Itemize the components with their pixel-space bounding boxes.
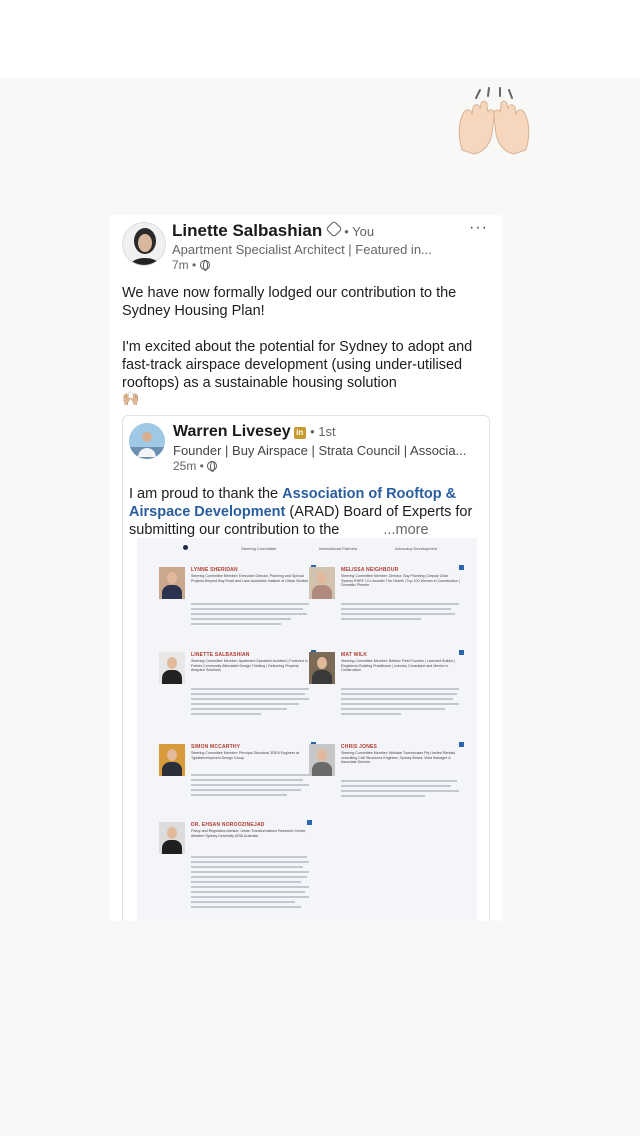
member-card — [309, 567, 469, 657]
member-photo — [159, 567, 185, 599]
text-line — [191, 613, 307, 615]
text-line — [191, 881, 301, 883]
text-line — [341, 688, 459, 690]
text-line — [341, 780, 457, 782]
text-line — [191, 779, 303, 781]
member-card — [309, 744, 469, 834]
post-body — [122, 284, 492, 410]
text-line — [191, 876, 307, 878]
text-line — [191, 856, 307, 858]
connection-degree: • 1st — [310, 424, 336, 439]
member-name: SIMON MCCARTHY — [191, 744, 241, 750]
text-line — [341, 693, 457, 695]
text-line — [191, 698, 309, 700]
document-nav — [137, 542, 477, 556]
text-line — [191, 603, 309, 605]
repost-author-name-text[interactable]: Warren Livesey — [173, 423, 291, 440]
member-role: Steering Committee Member: Executive Director, Planning and Special Projects Beyond Bay Road and Lane Australian Institute of Urban Studies — [191, 574, 309, 583]
member-role: Steering Committee Member: Apartment Specialist Architect | Featured in Forbes Community Affordable Design Thinking | Delivering Property Airspace Solutions — [191, 659, 308, 673]
text-line — [341, 708, 445, 710]
text-line — [341, 603, 459, 605]
reshared-post[interactable] — [122, 415, 490, 921]
raising-hands-small-icon: 🙌🏼 — [122, 390, 140, 406]
text-line — [341, 618, 421, 620]
member-role: Steering Committee Member: Weldaar Townhouses Pty Limited Rentals consulting Civil Structures Engineer, Sydney Board; Vista Manager & Associate Director — [341, 751, 456, 765]
text-line — [191, 861, 309, 863]
text-line — [191, 866, 303, 868]
repost-author-avatar[interactable] — [129, 423, 165, 459]
text-line — [341, 608, 451, 610]
text-line — [191, 618, 291, 620]
text-line — [341, 703, 459, 705]
repost-globe-icon — [207, 461, 217, 471]
member-photo — [309, 567, 335, 599]
member-card — [159, 744, 319, 834]
text-line — [191, 794, 287, 796]
globe-icon — [200, 260, 210, 270]
member-photo — [309, 744, 335, 776]
text-line — [341, 790, 459, 792]
text-line — [191, 688, 309, 690]
member-photo — [159, 744, 185, 776]
text-line — [191, 871, 309, 873]
document-preview[interactable] — [137, 538, 477, 921]
you-label: • You — [344, 224, 375, 239]
text-line — [191, 886, 309, 888]
repost-author-headline: Founder | Buy Airspace | Strata Council | Associa... — [173, 443, 467, 458]
member-role: Steering Committee Member: Bellbox Field Founder | Licensed Builder | Registered Building Practitioner | Industry Consultant and Mentor in Construction — [341, 659, 456, 673]
arad-link[interactable]: Association of Rooftop & Airspace Development — [129, 486, 457, 520]
member-photo — [159, 822, 185, 854]
member-name: MAT WILK — [341, 652, 368, 658]
more-options-button[interactable]: ··· — [469, 219, 488, 236]
doc-nav-item: Advocacy Development — [395, 546, 438, 551]
text-line — [191, 623, 281, 625]
text-line — [191, 774, 309, 776]
linkedin-premium-icon: in — [294, 427, 306, 439]
background-bottom — [0, 921, 640, 1136]
member-name: LYNNE SHERIDAN — [191, 567, 238, 573]
linkedin-icon[interactable] — [459, 742, 464, 747]
text-line — [191, 784, 309, 786]
text-line — [191, 708, 287, 710]
post-time — [172, 258, 210, 272]
post-time-text: 7m • — [172, 258, 197, 272]
member-card — [309, 652, 469, 742]
member-card — [159, 567, 319, 657]
repost-text-mid: (ARAD) Board of Experts for submitting our contribution to the — [129, 504, 473, 538]
member-card — [159, 822, 319, 912]
repost-author-name[interactable] — [173, 423, 336, 441]
text-line — [341, 785, 451, 787]
member-name: CHRIS JONES — [341, 744, 378, 750]
member-role: Steering Committee Member: Director, Bay Planning | Deputy Chair Sydney RHRF | Co-founder The Hearth | Top 100 Women in Construction | Domestic Planner — [341, 574, 460, 588]
arad-logo-icon — [183, 545, 188, 550]
text-line — [191, 693, 305, 695]
repost-text-start: I am proud to thank the — [129, 486, 283, 502]
linkedin-icon[interactable] — [307, 820, 312, 825]
author-name-text[interactable]: Linette Salbashian — [172, 221, 323, 240]
repost-time — [173, 459, 217, 473]
member-photo — [309, 652, 335, 684]
text-line — [191, 703, 299, 705]
repost-time-text: 25m • — [173, 459, 204, 473]
author-headline: Apartment Specialist Architect | Featured in... — [172, 242, 432, 257]
post-paragraph-2: I'm excited about the potential for Sydney to adopt and fast-track airspace development (using under-utilised rooftops) as a sustainable housing solution — [122, 339, 473, 391]
text-line — [191, 608, 303, 610]
see-more-link[interactable]: ...more — [383, 522, 429, 538]
member-card — [159, 652, 319, 742]
linkedin-post-card — [110, 215, 502, 921]
linkedin-icon[interactable] — [459, 565, 464, 570]
text-line — [341, 698, 453, 700]
raising-hands-icon — [454, 86, 534, 158]
doc-nav-item: International Partners — [319, 546, 358, 551]
author-name[interactable] — [172, 221, 374, 241]
member-role: Policy and Regulation Advisor: Urban Transformations Research Centre, Western Sydney University ARAI Australia — [191, 829, 307, 838]
text-line — [191, 896, 309, 898]
member-name: MELISSA NEIGHBOUR — [341, 567, 399, 573]
member-photo — [159, 652, 185, 684]
repost-text — [129, 485, 481, 539]
text-line — [191, 891, 305, 893]
text-line — [341, 713, 401, 715]
doc-nav-item: Steering Committee — [241, 546, 277, 551]
text-line — [191, 789, 301, 791]
text-line — [191, 906, 301, 908]
linkedin-icon[interactable] — [459, 650, 464, 655]
text-line — [341, 795, 425, 797]
member-role: Steering Committee Member: Principal Structural 3DEN Engineer at Tgdatdevelopment Design Group — [191, 751, 300, 760]
post-paragraph-1: We have now formally lodged our contribution to the Sydney Housing Plan! — [122, 285, 457, 319]
verified-icon — [326, 221, 343, 238]
text-line — [341, 613, 455, 615]
author-avatar[interactable] — [122, 222, 166, 266]
member-name: DR. EHSAN NOROOZINEJAD — [191, 822, 265, 828]
text-line — [191, 901, 295, 903]
text-line — [191, 713, 261, 715]
member-name: LINETTE SALBASHIAN — [191, 652, 250, 658]
top-band — [0, 0, 640, 78]
